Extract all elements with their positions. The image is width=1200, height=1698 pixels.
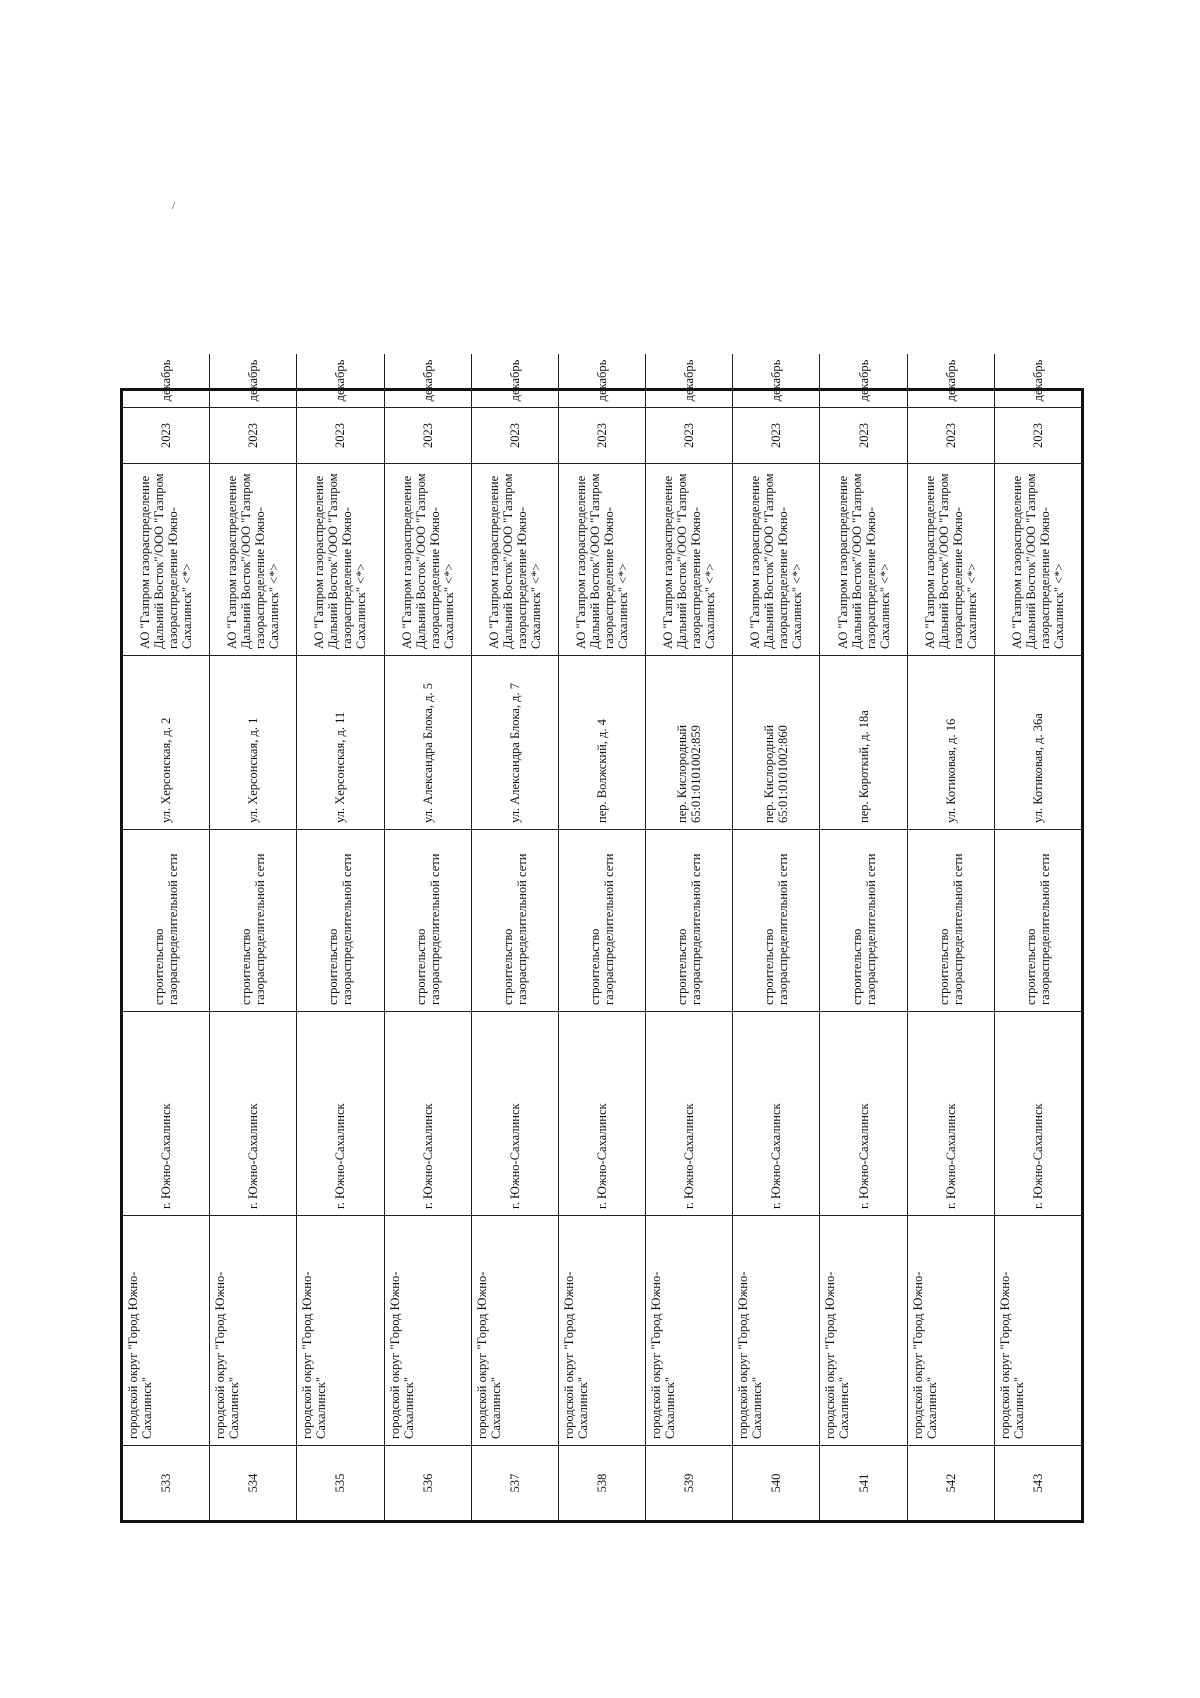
month-cell: декабрь xyxy=(297,354,384,407)
row-number: 536 xyxy=(385,1445,472,1520)
municipality-cell: городской округ "Город Южно-Сахалинск" xyxy=(908,1215,995,1445)
address-cell: ул. Александра Блока, д. 7 xyxy=(472,655,559,829)
settlement-cell: г. Южно-Сахалинск xyxy=(210,1011,297,1215)
organization-cell: АО "Газпром газораспределение Дальний Восток"/ООО "Газпром газораспределение Южно-Сахалинск" <*> xyxy=(995,463,1081,655)
month-cell: декабрь xyxy=(733,354,820,407)
settlement-cell: г. Южно-Сахалинск xyxy=(297,1011,384,1215)
municipality-cell: городской округ "Город Южно-Сахалинск" xyxy=(559,1215,646,1445)
row-number: 542 xyxy=(908,1445,995,1520)
work-type-cell: строительство газораспределительной сети xyxy=(820,829,907,1011)
gasification-schedule-table xyxy=(120,359,1084,1523)
month-cell: декабрь xyxy=(820,354,907,407)
organization-cell: АО "Газпром газораспределение Дальний Восток"/ООО "Газпром газораспределение Южно-Сахалинск" <*> xyxy=(646,463,733,655)
settlement-cell: г. Южно-Сахалинск xyxy=(472,1011,559,1215)
address-cell: ул. Херсонская, д. 1 xyxy=(210,655,297,829)
work-type-cell: строительство газораспределительной сети xyxy=(297,829,384,1011)
row-number: 537 xyxy=(472,1445,559,1520)
address-cell: ул. Котиковая, д. 36а xyxy=(995,655,1081,829)
municipality-cell: городской округ "Город Южно-Сахалинск" xyxy=(820,1215,907,1445)
municipality-cell: городской округ "Город Южно-Сахалинск" xyxy=(646,1215,733,1445)
organization-cell: АО "Газпром газораспределение Дальний Восток"/ООО "Газпром газораспределение Южно-Сахалинск" <*> xyxy=(733,463,820,655)
address-cell: пер. Кислородный 65:01:0101002:860 xyxy=(733,655,820,829)
row-number: 534 xyxy=(210,1445,297,1520)
municipality-cell: городской округ "Город Южно-Сахалинск" xyxy=(472,1215,559,1445)
address-cell: пер. Волжский, д. 4 xyxy=(559,655,646,829)
work-type-cell: строительство газораспределительной сети xyxy=(733,829,820,1011)
row-number: 538 xyxy=(559,1445,646,1520)
year-cell: 2023 xyxy=(733,407,820,463)
work-type-cell: строительство газораспределительной сети xyxy=(908,829,995,1011)
rotated-table-wrapper xyxy=(120,359,1084,1523)
municipality-cell: городской округ "Город Южно-Сахалинск" xyxy=(385,1215,472,1445)
settlement-cell: г. Южно-Сахалинск xyxy=(733,1011,820,1215)
row-number: 535 xyxy=(297,1445,384,1520)
work-type-cell: строительство газораспределительной сети xyxy=(210,829,297,1011)
year-cell: 2023 xyxy=(995,407,1081,463)
row-number: 540 xyxy=(733,1445,820,1520)
year-cell: 2023 xyxy=(210,407,297,463)
settlement-cell: г. Южно-Сахалинск xyxy=(820,1011,907,1215)
settlement-cell: г. Южно-Сахалинск xyxy=(385,1011,472,1215)
work-type-cell: строительство газораспределительной сети xyxy=(385,829,472,1011)
organization-cell: АО "Газпром газораспределение Дальний Восток"/ООО "Газпром газораспределение Южно-Сахалинск" <*> xyxy=(472,463,559,655)
month-cell: декабрь xyxy=(472,354,559,407)
year-cell: 2023 xyxy=(646,407,733,463)
work-type-cell: строительство газораспределительной сети xyxy=(646,829,733,1011)
address-cell: ул. Херсонская, д. 11 xyxy=(297,655,384,829)
month-cell: декабрь xyxy=(559,354,646,407)
organization-cell: АО "Газпром газораспределение Дальний Восток"/ООО "Газпром газораспределение Южно-Сахалинск" <*> xyxy=(908,463,995,655)
settlement-cell: г. Южно-Сахалинск xyxy=(908,1011,995,1215)
organization-cell: АО "Газпром газораспределение Дальний Восток"/ООО "Газпром газораспределение Южно-Сахалинск" <*> xyxy=(297,463,384,655)
municipality-cell: городской округ "Город Южно-Сахалинск" xyxy=(995,1215,1081,1445)
year-cell: 2023 xyxy=(820,407,907,463)
address-cell: ул. Александра Блока, д. 5 xyxy=(385,655,472,829)
address-cell: ул. Котиковая, д. 16 xyxy=(908,655,995,829)
municipality-cell: городской округ "Город Южно-Сахалинск" xyxy=(210,1215,297,1445)
month-cell: декабрь xyxy=(123,354,210,407)
organization-cell: АО "Газпром газораспределение Дальний Восток"/ООО "Газпром газораспределение Южно-Сахалинск" <*> xyxy=(385,463,472,655)
settlement-cell: г. Южно-Сахалинск xyxy=(559,1011,646,1215)
settlement-cell: г. Южно-Сахалинск xyxy=(123,1011,210,1215)
municipality-cell: городской округ "Город Южно-Сахалинск" xyxy=(297,1215,384,1445)
settlement-cell: г. Южно-Сахалинск xyxy=(646,1011,733,1215)
organization-cell: АО "Газпром газораспределение Дальний Восток"/ООО "Газпром газораспределение Южно-Сахалинск" <*> xyxy=(559,463,646,655)
year-cell: 2023 xyxy=(908,407,995,463)
year-cell: 2023 xyxy=(297,407,384,463)
organization-cell: АО "Газпром газораспределение Дальний Восток"/ООО "Газпром газораспределение Южно-Сахалинск" <*> xyxy=(820,463,907,655)
work-type-cell: строительство газораспределительной сети xyxy=(472,829,559,1011)
month-cell: декабрь xyxy=(908,354,995,407)
municipality-cell: городской округ "Город Южно-Сахалинск" xyxy=(123,1215,210,1445)
month-cell: декабрь xyxy=(210,354,297,407)
row-number: 539 xyxy=(646,1445,733,1520)
row-number: 543 xyxy=(995,1445,1081,1520)
municipality-cell: городской округ "Город Южно-Сахалинск" xyxy=(733,1215,820,1445)
scan-speck: / xyxy=(172,198,176,212)
year-cell: 2023 xyxy=(472,407,559,463)
organization-cell: АО "Газпром газораспределение Дальний Восток"/ООО "Газпром газораспределение Южно-Сахалинск" <*> xyxy=(210,463,297,655)
address-cell: пер. Кислородный 65:01:0101002:859 xyxy=(646,655,733,829)
row-number: 533 xyxy=(123,1445,210,1520)
month-cell: декабрь xyxy=(385,354,472,407)
organization-cell: АО "Газпром газораспределение Дальний Восток"/ООО "Газпром газораспределение Южно-Сахалинск" <*> xyxy=(123,463,210,655)
month-cell: декабрь xyxy=(1030,359,1045,402)
year-cell: 2023 xyxy=(559,407,646,463)
settlement-cell: г. Южно-Сахалинск xyxy=(995,1011,1081,1215)
address-cell: пер. Короткий, д. 18а xyxy=(820,655,907,829)
row-number: 541 xyxy=(820,1445,907,1520)
work-type-cell: строительство газораспределительной сети xyxy=(559,829,646,1011)
address-cell: ул. Херсонская, д. 2 xyxy=(123,655,210,829)
work-type-cell: строительство газораспределительной сети xyxy=(995,829,1081,1011)
work-type-cell: строительство газораспределительной сети xyxy=(123,829,210,1011)
month-cell: декабрь xyxy=(646,354,733,407)
year-cell: 2023 xyxy=(123,407,210,463)
year-cell: 2023 xyxy=(385,407,472,463)
